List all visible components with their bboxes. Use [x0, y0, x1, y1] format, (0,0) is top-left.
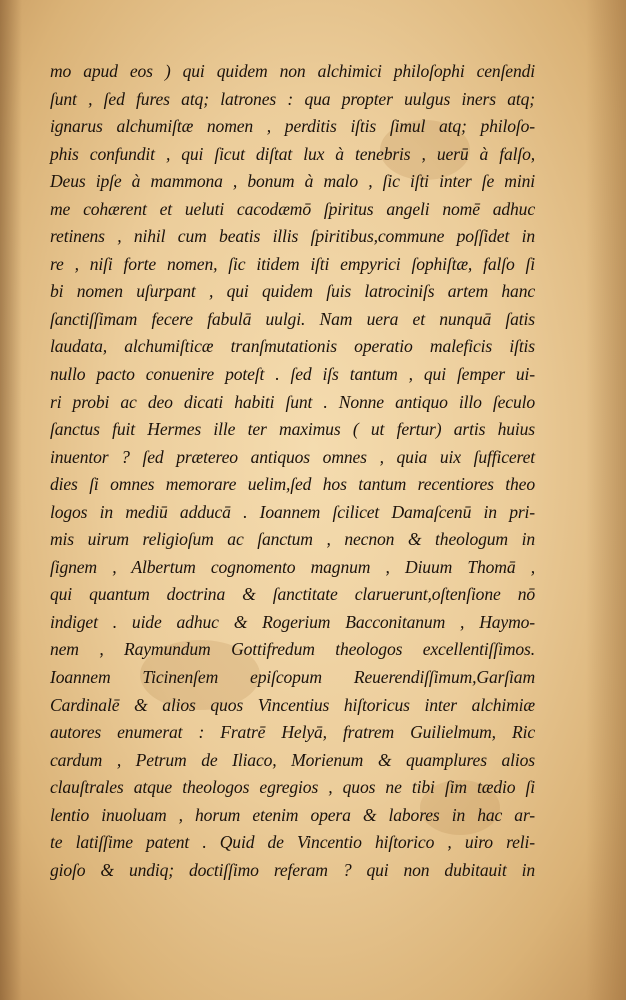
text-line: ri probi ac deo dicati habiti ſunt . Nonne antiquo illo ſeculo: [50, 391, 535, 412]
text-line: mis uirum religioſum ac ſanctum , necnon & theologum in: [50, 529, 535, 550]
text-line: me cohærent et ueluti cacodæmō ſpiritus angeli nomē adhuc: [50, 198, 535, 219]
page-text: [50, 58, 535, 884]
text-line: mo apud eos ) qui quidem non alchimici philoſophi cenſendi: [50, 61, 535, 81]
text-line: Cardinalē & alios quos Vincentius hiſtoricus inter alchimiæ: [50, 694, 535, 715]
text-line: phis confundit , qui ſicut diſtat lux à tenebris , uerū à falſo,: [50, 143, 535, 164]
text-line: Deus ipſe à mammona , bonum à malo , ſic iſti inter ſe mini: [50, 171, 535, 192]
text-line: ſanctiſſimam fecere fabulā uulgi. Nam uera et nunquā ſatis: [50, 308, 535, 329]
text-line: gioſo & undiq; doctiſſimo referam ? qui non dubitauit in: [50, 859, 535, 880]
text-line: ſignem , Albertum cognomento magnum , Diuum Thomā ,: [50, 556, 535, 577]
text-line: Ioannem Ticinenſem epiſcopum Reuerendiſſimum,Garſiam: [50, 667, 535, 688]
text-line: dies ſi omnes memorare uelim,ſed hos tantum recentiores theo: [50, 474, 535, 495]
text-line: qui quantum doctrina & ſanctitate claruerunt,oſtenſione nō: [50, 584, 535, 605]
text-line: nem , Raymundum Gottifredum theologos excellentiſſimos.: [50, 639, 535, 660]
text-line: cardum , Petrum de Iliaco, Morienum & quamplures alios: [50, 749, 535, 770]
text-line: clauſtrales atque theologos egregios , quos ne tibi ſim tædio ſi: [50, 777, 535, 798]
text-line: ſunt , ſed fures atq; latrones : qua propter uulgus iners atq;: [50, 88, 535, 109]
text-line: bi nomen uſurpant , qui quidem ſuis latrociniſs artem hanc: [50, 281, 535, 302]
text-line: ignarus alchumiſtæ nomen , perditis iſtis ſimul atq; philoſo-: [50, 116, 535, 137]
text-line: autores enumerat : Fratrē Helyā, fratrem Guilielmum, Ric: [50, 722, 535, 743]
text-line: nullo pacto conuenire poteſt . ſed iſs tantum , qui ſemper ui-: [50, 364, 535, 385]
text-line: laudata, alchumiſticæ tranſmutationis operatio maleficis iſtis: [50, 336, 535, 357]
text-line: retinens , nihil cum beatis illis ſpiritibus,commune poſſidet in: [50, 226, 535, 247]
text-line: lentio inuoluam , horum etenim opera & labores in hac ar-: [50, 804, 535, 825]
text-line: indiget . uide adhuc & Rogerium Bacconitanum , Haymo-: [50, 611, 535, 632]
text-line: logos in mediū adducā . Ioannem ſcilicet Damaſcenū in pri-: [50, 501, 535, 522]
text-line: inuentor ? ſed prætereo antiquos omnes , quia uix ſufficeret: [50, 446, 535, 467]
text-line: re , niſi forte nomen, ſic itidem iſti empyrici ſophiſtæ, falſo ſi: [50, 253, 535, 274]
text-line: te latiſſime patent . Quid de Vincentio hiſtorico , uiro reli-: [50, 832, 535, 853]
text-line: ſanctus fuit Hermes ille ter maximus ( ut fertur) artis huius: [50, 419, 535, 440]
